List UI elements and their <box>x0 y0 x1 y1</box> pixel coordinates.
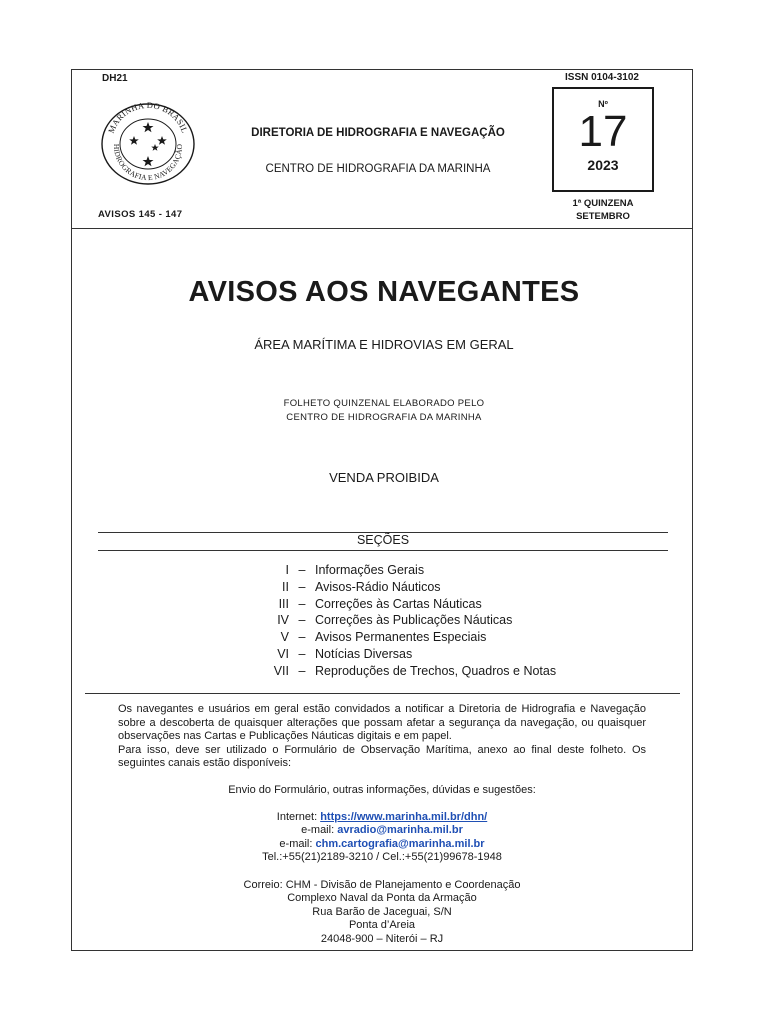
issue-year: 2023 <box>587 157 619 173</box>
address-line: Complexo Naval da Ponta da Armação <box>287 892 477 905</box>
list-item: II – Avisos-Rádio Náuticos <box>282 579 441 594</box>
issue-period <box>552 197 654 223</box>
email-link-cartografia[interactable]: chm.cartografia@marinha.mil.br <box>315 837 485 850</box>
list-item: V – Avisos Permanentes Especiais <box>280 630 487 645</box>
page-title: AVISOS AOS NAVEGANTES <box>188 276 580 308</box>
issue-number-box <box>552 87 654 192</box>
avisos-range: AVISOS 145 - 147 <box>98 209 183 220</box>
address-block <box>71 879 693 946</box>
notice-paragraph <box>118 703 646 771</box>
internet-link[interactable]: https://www.marinha.mil.br/dhn/ <box>320 811 488 823</box>
issue-label: Nº <box>598 99 608 109</box>
list-item: IV – Correções às Publicações Náuticas <box>277 613 513 628</box>
list-item: I – Informações Gerais <box>285 563 425 577</box>
period-line-2: SETEMBRO <box>576 211 630 222</box>
folheto-line-2: CENTRO DE HIDROGRAFIA DA MARINHA <box>286 412 482 423</box>
address-line: Rua Barão de Jaceguai, S/N <box>312 905 452 918</box>
phone-row: Tel.:+55(21)2189-3210 / Cel.:+55(21)99678-1948 <box>262 851 502 864</box>
period-line-1: 1ª QUINZENA <box>572 198 634 209</box>
sale-notice: VENDA PROIBIDA <box>329 470 439 485</box>
address-line: 24048-900 – Niterói – RJ <box>320 932 444 945</box>
folheto-note <box>0 397 768 425</box>
seal-outer-text: MARINHA DO BRASIL <box>105 102 191 135</box>
envio-line: Envio do Formulário, outras informações, dúvidas e sugestões: <box>228 784 536 796</box>
issn-label: ISSN 0104-3102 <box>565 72 639 83</box>
list-item: III – Correções às Cartas Náuticas <box>278 596 482 611</box>
address-line: Correio: CHM - Divisão de Planejamento e Coordenação <box>243 879 521 891</box>
org-main-title: DIRETORIA DE HIDROGRAFIA E NAVEGAÇÃO <box>251 127 505 139</box>
email-link-avradio[interactable]: avradio@marinha.mil.br <box>337 824 463 837</box>
notice-text-1: Os navegantes e usuários em geral estão convidados a notificar a Diretoria de Hidrografia e Navegação sobre a descoberta de quaisquer alterações que possam afetar a segurança da navegação, ou quaisquer observações nas Cartas e Publicações Náuticas digitais e em papel. <box>118 703 646 742</box>
document-code: DH21 <box>102 73 128 84</box>
sections-bottom-rule <box>98 550 668 551</box>
notice-text-2: Para isso, deve ser utilizado o Formulário de Observação Marítima, anexo ao final deste folheto. Os seguintes canais estão disponíveis: <box>118 743 646 769</box>
sections-heading: SEÇÕES <box>356 533 410 547</box>
folheto-line-1: FOLHETO QUINZENAL ELABORADO PELO <box>283 398 485 409</box>
seal-inner-text: HIDROGRAFIA E NAVEGAÇÃO <box>111 143 185 183</box>
email-row-2: e-mail: chm.cartografia@marinha.mil.br <box>279 837 485 850</box>
org-sub-title: CENTRO DE HIDROGRAFIA DA MARINHA <box>265 163 491 175</box>
internet-row: Internet: https://www.marinha.mil.br/dhn/ <box>276 811 488 823</box>
sections-list <box>200 562 600 680</box>
navy-seal-icon <box>100 102 196 186</box>
list-item: VII – Reproduções de Trechos, Quadros e Notas <box>273 663 557 678</box>
issue-number: 17 <box>578 107 628 156</box>
header-divider <box>71 228 693 229</box>
list-item: VI – Notícias Diversas <box>277 646 413 661</box>
contacts-block <box>71 811 693 865</box>
page-subtitle: ÁREA MARÍTIMA E HIDROVIAS EM GERAL <box>254 337 514 352</box>
southern-cross-icon <box>129 122 167 166</box>
notice-divider <box>85 693 680 694</box>
email-row-1: e-mail: avradio@marinha.mil.br <box>301 824 463 837</box>
address-line: Ponta d’Areia <box>348 919 416 932</box>
